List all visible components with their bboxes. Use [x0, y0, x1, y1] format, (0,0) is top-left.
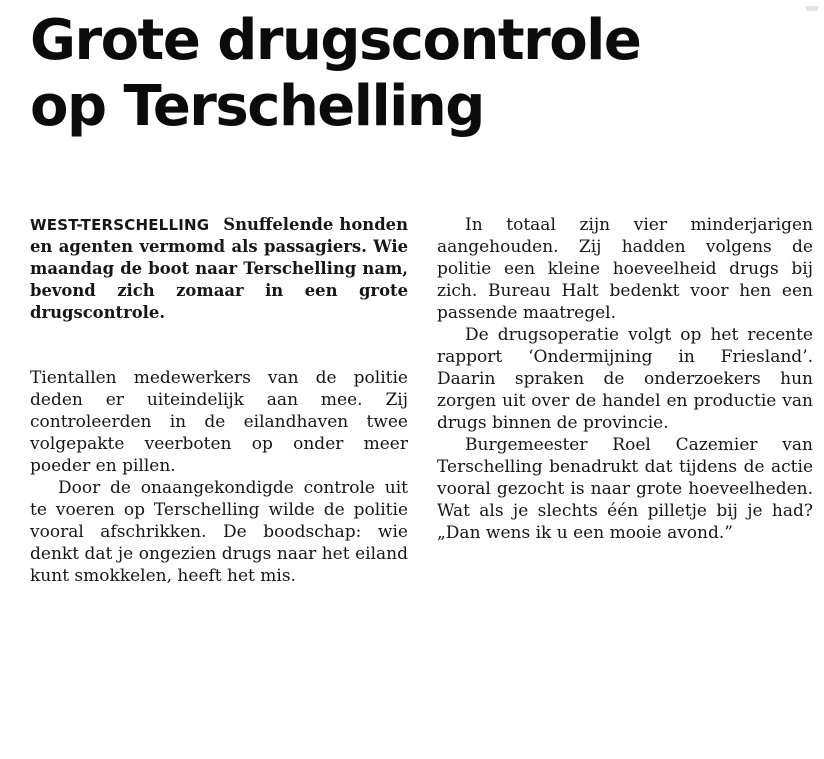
lead-text: Snuffelende honden en agenten vermomd als passagiers. Wie maandag de boot naar Terschelling nam, bevond zich zomaar in een grote drugscontrole.	[30, 215, 408, 322]
article-column-right	[437, 214, 813, 544]
headline-line-2: op Terschelling	[30, 74, 484, 139]
scan-artifact	[806, 6, 818, 11]
dateline: WEST-TERSCHELLING	[30, 216, 210, 234]
headline	[30, 8, 810, 140]
article-column-left	[30, 214, 408, 587]
body-paragraph: De drugsoperatie volgt op het recente rapport ‘Ondermijning in Friesland’. Daarin spraken de onderzoekers hun zorgen uit over de handel en productie van drugs binnen de provincie.	[437, 325, 813, 433]
lead-paragraph	[30, 214, 408, 324]
headline-line-1: Grote drugscontrole	[30, 8, 641, 73]
body-paragraph: Door de onaangekondigde controle uit te voeren op Terschelling wilde de politie vooral afschrikken. De boodschap: wie denkt dat je ongezien drugs naar het eiland kunt smokkelen, heeft het mis.	[30, 478, 408, 586]
body-paragraph: Tientallen medewerkers van de politie deden er uiteindelijk aan mee. Zij controleerden in de eilandhaven twee volgepakte veerboten op onder meer poeder en pillen.	[30, 368, 408, 476]
body-paragraph: In totaal zijn vier minderjarigen aangehouden. Zij hadden volgens de politie een kleine hoeveelheid drugs bij zich. Bureau Halt bedenkt voor hen een passende maatregel.	[437, 215, 813, 323]
body-paragraph: Burgemeester Roel Cazemier van Terschelling benadrukt dat tijdens de actie vooral gezocht is naar grote hoeveelheden. Wat als je slechts één pilletje bij je had? „Dan wens ik u een mooie avond.”	[437, 435, 813, 543]
